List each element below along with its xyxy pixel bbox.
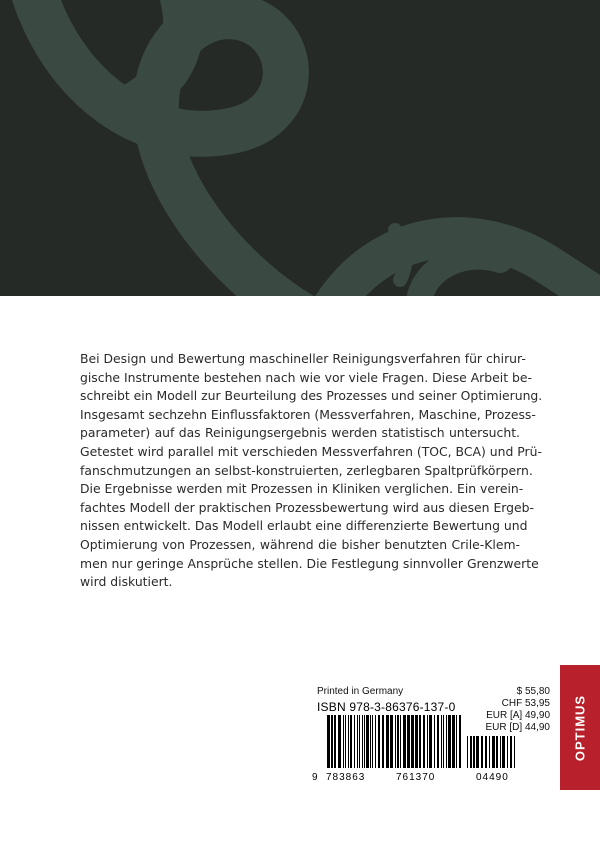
blurb-line: Bei Design und Bewertung maschineller Reinigungsverfahren für chirur- bbox=[80, 351, 526, 366]
barcode-bar bbox=[350, 715, 352, 768]
barcode-bar bbox=[467, 736, 468, 768]
barcode-bar bbox=[441, 715, 442, 768]
barcode-bar bbox=[473, 736, 475, 768]
barcode-bar bbox=[372, 715, 373, 768]
barcode-bar bbox=[415, 715, 418, 768]
barcode-bar bbox=[407, 715, 410, 768]
isbn-label: ISBN 978-3-86376-137-0 bbox=[317, 700, 456, 714]
publisher-tab bbox=[560, 665, 600, 790]
barcode-bar bbox=[514, 736, 515, 768]
barcode-bar bbox=[476, 736, 479, 768]
barcode-bar bbox=[470, 736, 472, 768]
blurb-line: gische Instrumente bestehen nach wie vor viele Fragen. Diese Arbeit be- bbox=[80, 369, 532, 385]
barcode-bar bbox=[459, 715, 461, 768]
barcode-bar bbox=[362, 715, 363, 768]
barcode-bar bbox=[375, 715, 376, 768]
barcode-bar bbox=[507, 736, 508, 768]
barcode-bar bbox=[403, 715, 406, 768]
barcode-bar bbox=[382, 715, 384, 768]
barcode-bar bbox=[378, 715, 380, 768]
blurb-line: Optimierung von Prozessen, während die bisher benutzten Crile-Klem- bbox=[80, 536, 520, 552]
ampersand-ribbon-icon bbox=[0, 0, 600, 296]
blurb-line: parameter) auf das Reinigungsergebnis werden statistisch untersucht. bbox=[80, 425, 520, 441]
barcode-bar bbox=[443, 715, 444, 768]
barcode-bar bbox=[452, 715, 455, 768]
barcode-bar bbox=[489, 736, 490, 768]
barcode-bar bbox=[386, 715, 389, 768]
price-eur-d: EUR [D] 44,90 bbox=[485, 722, 550, 733]
barcode-digits-left: 783863 bbox=[326, 772, 366, 783]
barcode-bar bbox=[510, 736, 512, 768]
price-chf: CHF 53,95 bbox=[501, 698, 550, 709]
price-list bbox=[486, 686, 550, 734]
barcode-bar bbox=[500, 736, 501, 768]
barcode-bar bbox=[492, 736, 495, 768]
price-eur-a: EUR [A] 49,90 bbox=[486, 710, 550, 721]
barcode-bar bbox=[423, 715, 425, 768]
barcode-addon-icon bbox=[467, 736, 517, 768]
barcode-bar bbox=[485, 736, 487, 768]
barcode-bar bbox=[390, 715, 393, 768]
barcode-bar bbox=[397, 715, 399, 768]
barcode-bar bbox=[338, 715, 341, 768]
barcode-bar bbox=[434, 715, 435, 768]
price-usd: $ 55,80 bbox=[516, 686, 550, 697]
barcode-bar bbox=[446, 715, 447, 768]
blurb-line: nissen entwickelt. Das Modell erlaubt eine differenzierte Bewertung und bbox=[80, 518, 528, 534]
barcode-bar bbox=[395, 715, 396, 768]
barcode-bar bbox=[448, 715, 451, 768]
barcode-bar bbox=[411, 715, 414, 768]
barcode-bar bbox=[345, 715, 346, 768]
blurb-line: Getestet wird parallel mit verschieden Messverfahren (TOC, BCA) und Prü- bbox=[80, 443, 542, 459]
barcode-bar bbox=[366, 715, 369, 768]
publisher-name: OPTIMUS bbox=[572, 694, 588, 761]
blurb-line: men nur geringe Ansprüche stellen. Die Festlegung sinnvoller Grenzwerte bbox=[80, 555, 539, 571]
barcode-bar bbox=[400, 715, 401, 768]
blurb-line: fachtes Modell der praktischen Prozessbewertung wird aus diesen Ergeb- bbox=[80, 499, 534, 515]
blurb-line: wird diskutiert. bbox=[80, 574, 173, 590]
barcode-bar bbox=[359, 715, 360, 768]
barcode-bar bbox=[419, 715, 421, 768]
barcode-bar bbox=[370, 715, 371, 768]
barcode-bar bbox=[357, 715, 358, 768]
barcode-bar bbox=[364, 715, 365, 768]
cover-top-band bbox=[0, 0, 600, 296]
barcode-bar bbox=[429, 715, 432, 768]
barcode-bar bbox=[481, 736, 483, 768]
blurb-line: Die Ergebnisse werden mit Prozessen in Kliniken verglichen. Ein verein- bbox=[80, 481, 524, 497]
barcode-bar bbox=[456, 715, 457, 768]
barcode-lead-digit: 9 bbox=[312, 772, 318, 783]
back-cover-blurb bbox=[80, 350, 543, 592]
barcode-bar bbox=[437, 715, 439, 768]
barcode-bar bbox=[348, 715, 349, 768]
barcode-digits-right: 761370 bbox=[396, 772, 436, 783]
barcode-bar bbox=[343, 715, 344, 768]
barcode-bar bbox=[334, 715, 336, 768]
barcode-icon bbox=[327, 715, 461, 768]
barcode-bar bbox=[427, 715, 428, 768]
barcode-bar bbox=[331, 715, 333, 768]
printed-in-label: Printed in Germany bbox=[317, 686, 404, 697]
blurb-line: Insgesamt sechzehn Einflussfaktoren (Messverfahren, Maschine, Prozess- bbox=[80, 406, 536, 422]
barcode-bar bbox=[327, 715, 330, 768]
barcode-bar bbox=[502, 736, 505, 768]
blurb-line: fanschmutzungen an selbst-konstruierten, zerlegbaren Spaltprüfkörpern. bbox=[80, 462, 533, 478]
barcode-addon-digits: 04490 bbox=[476, 772, 509, 783]
blurb-line: schreibt ein Modell zur Beurteilung des Prozesses und seiner Optimierung. bbox=[80, 388, 543, 404]
barcode-bar bbox=[354, 715, 355, 768]
barcode-bar bbox=[496, 736, 498, 768]
